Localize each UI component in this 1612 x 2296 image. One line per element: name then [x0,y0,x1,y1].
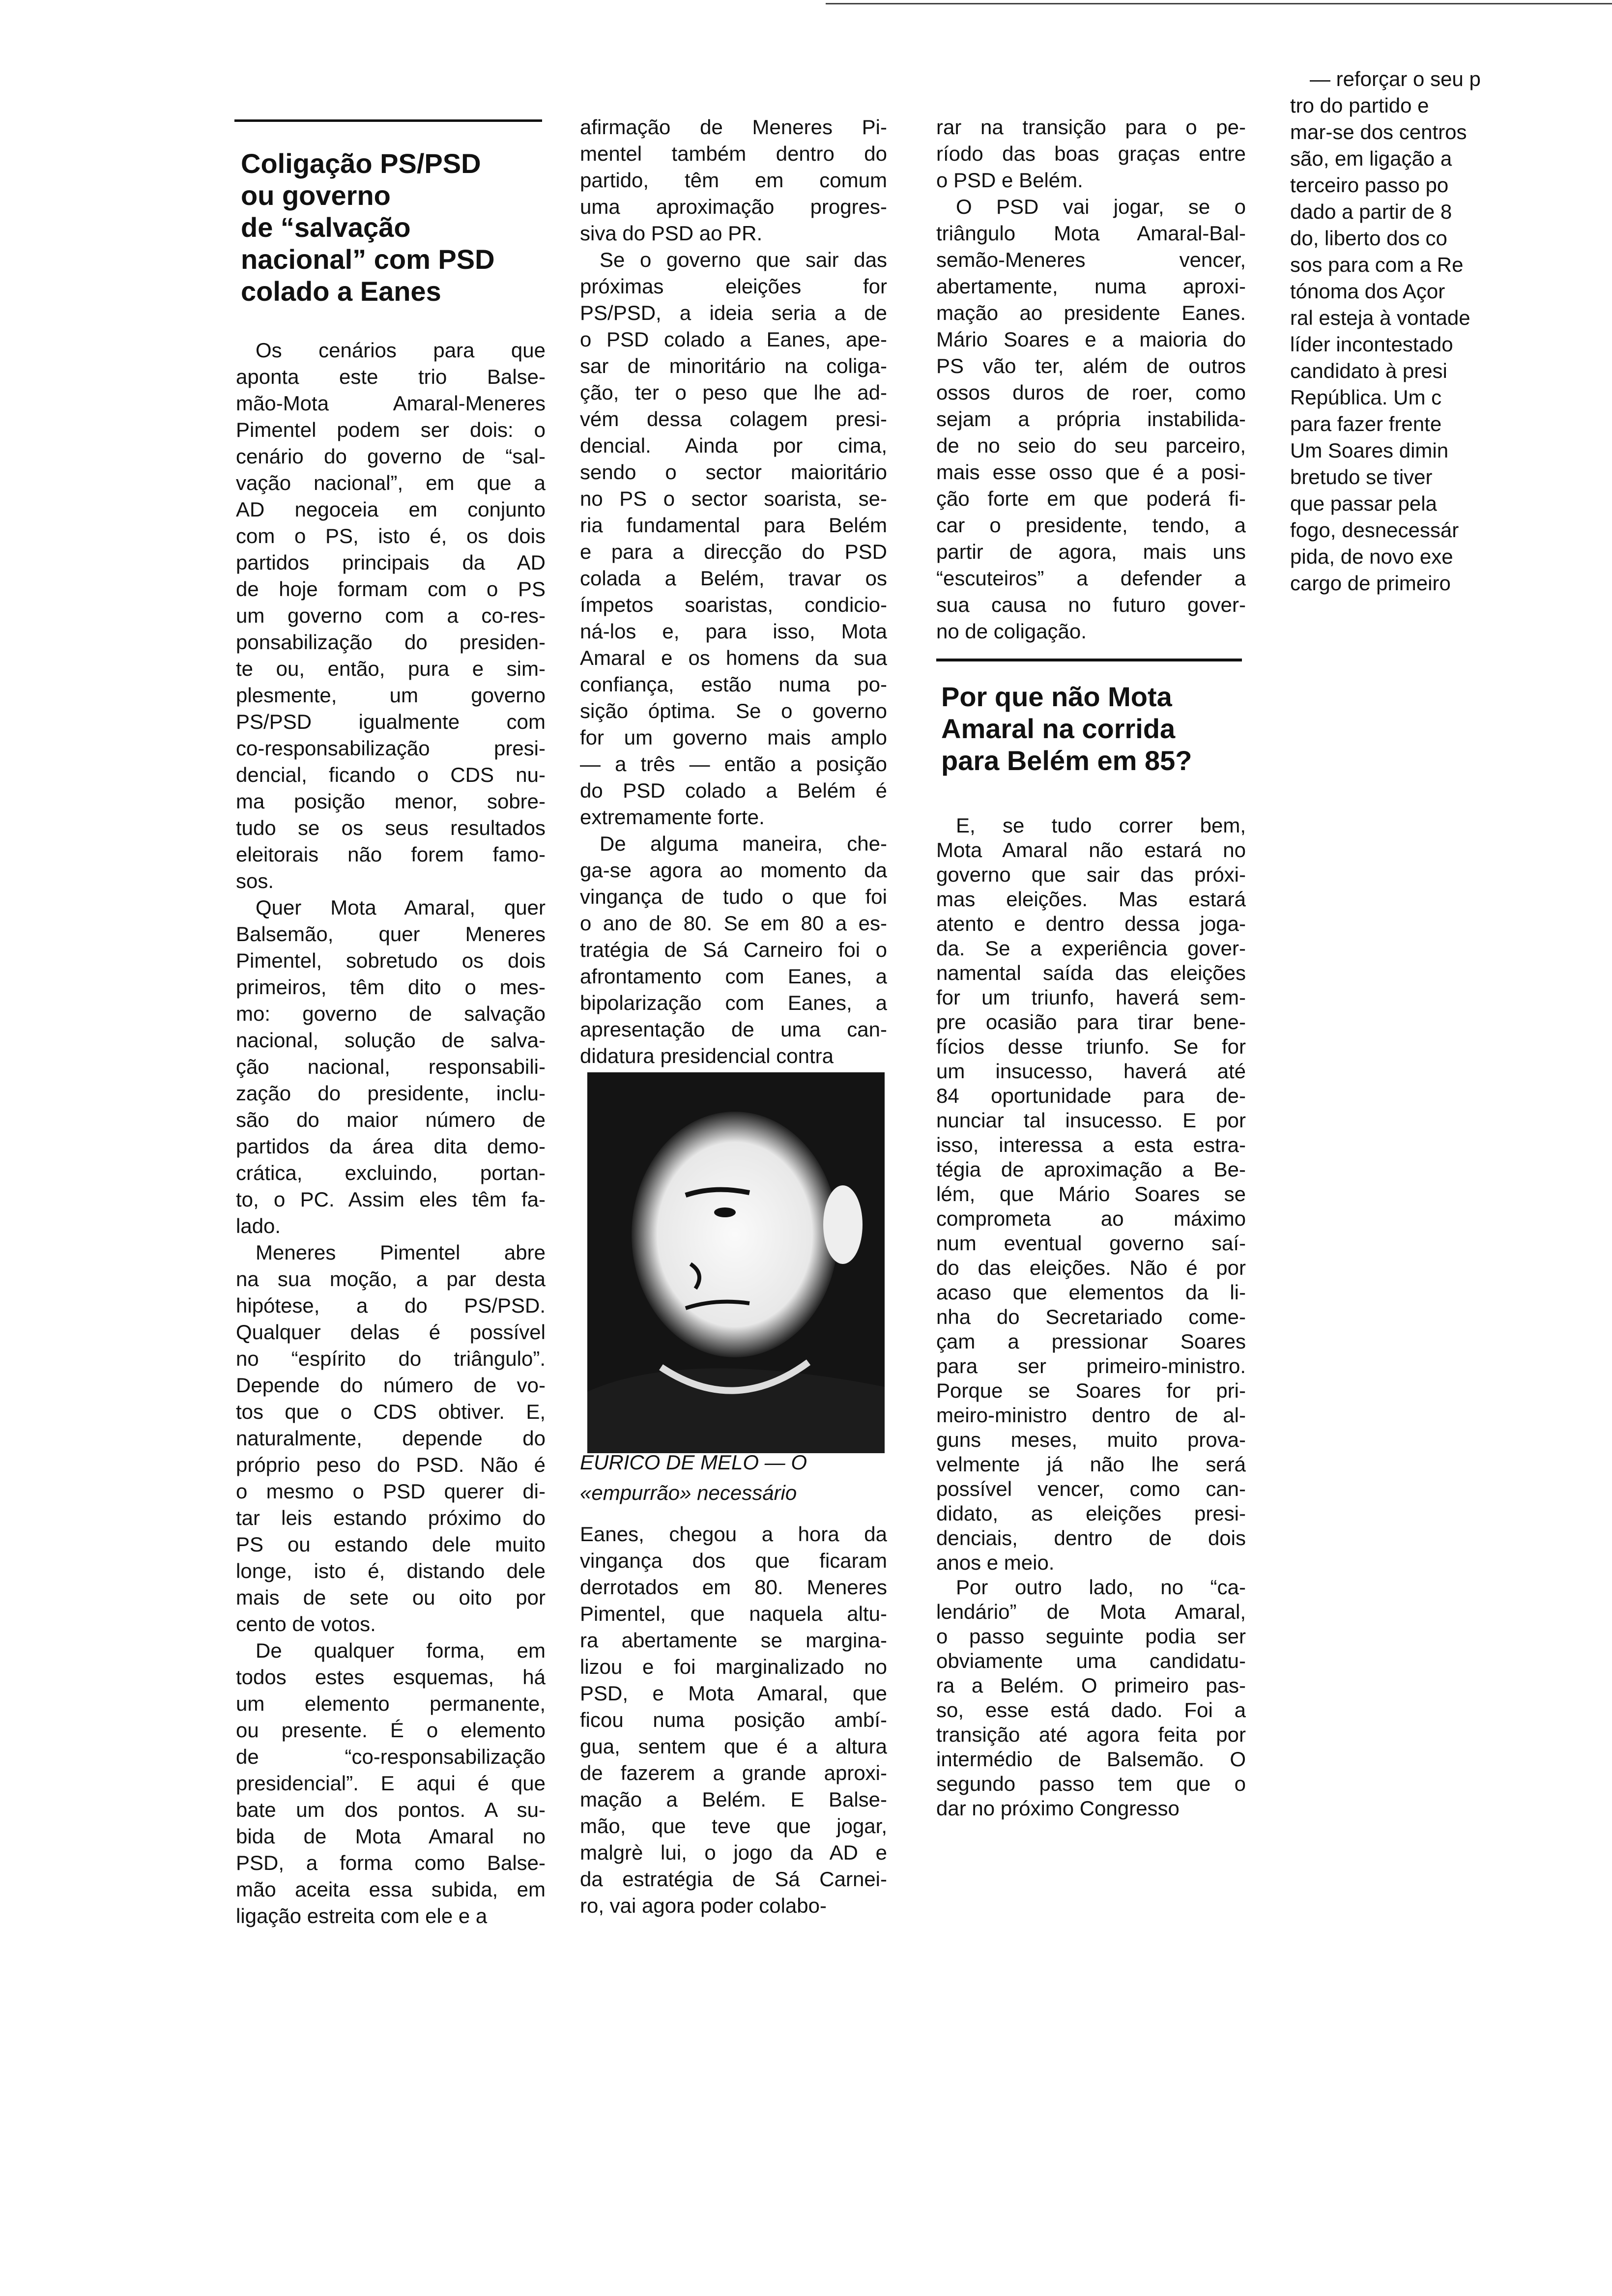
text-line: vém dessa colagem presi- [580,407,887,430]
text-line: ma posição menor, sobre- [236,790,546,813]
text-line: rar na transição para o pe- [936,115,1246,139]
text-line: bida de Mota Amaral no [236,1825,546,1848]
text-line: uma aproximação progres- [580,195,887,218]
scan-edge-line [826,3,1612,4]
text-line: de fazerem a grande aproxi- [580,1761,887,1784]
text-line: partido, têm em comum [580,169,887,192]
text-line: no de coligação. [936,620,1087,643]
portrait-photo [587,1072,885,1453]
text-line: afirmação de Meneres Pi- [580,115,887,139]
text-line: gua, sentem que é a altura [580,1735,887,1758]
text-line: ossos duros de roer, como [936,381,1246,404]
text-line: guns meses, muito prova- [936,1428,1246,1451]
text-line: longe, isto é, distando dele [236,1559,546,1582]
text-line: abertamente, numa aproxi- [936,275,1246,298]
text-line: tro do partido e [1290,94,1429,117]
text-line: na sua moção, a par desta [236,1267,546,1291]
text-line: com o PS, isto é, os dois [236,524,546,547]
text-line: car o presidente, tendo, a [936,514,1246,537]
text-line: partidos principais da AD [236,551,546,574]
text-line: confiança, estão numa po- [580,673,887,696]
text-line: primeiros, têm dito o mes- [236,976,546,999]
text-line: zação do presidente, inclu- [236,1082,546,1105]
text-line: isso, interessa a esta estra- [936,1133,1246,1156]
text-line: semão-Meneres vencer, [936,248,1246,271]
text-line: obviamente uma candidatu- [936,1649,1246,1672]
text-line: intermédio de Balsemão. O [936,1748,1246,1771]
text-line: colada a Belém, travar os [580,567,887,590]
text-line: do, liberto dos co [1290,227,1447,250]
text-line: sos para com a Re [1290,253,1464,276]
text-line: namental saída das eleições [936,961,1246,984]
text-line: Por outro lado, no “ca- [956,1576,1246,1599]
text-line: dado a partir de 8 [1290,200,1452,223]
text-line: Quer Mota Amaral, quer [256,896,546,919]
text-line: co-responsabilização presi- [236,737,546,760]
text-line: fogo, desnecessár [1290,518,1459,542]
text-line: pida, de novo exe [1290,545,1453,568]
text-line: for um triunfo, haverá sem- [936,986,1246,1009]
heading-line: Por que não Mota [941,681,1172,712]
text-line: velmente já não lhe será [936,1453,1246,1476]
text-line: acaso que elementos da li- [936,1281,1246,1304]
text-line: pre ocasião para tirar bene- [936,1010,1246,1033]
text-line: PS/PSD igualmente com [236,710,546,733]
text-line: sição óptima. Se o governo [580,699,887,722]
text-line: sua causa no futuro gover- [936,593,1246,616]
text-line: PSD, a forma como Balse- [236,1851,546,1874]
text-line: um insucesso, haverá até [936,1060,1246,1083]
text-line: possível vencer, como can- [936,1477,1246,1500]
column-3-body-top [936,114,1246,645]
text-line: mão aceita essa subida, em [236,1878,546,1901]
text-line: vingança dos que ficaram [580,1549,887,1572]
text-line: PS vão ter, além de outros [936,354,1246,377]
column-4-body-cropped [1290,66,1511,606]
text-line: vingança de tudo o que foi [580,885,887,908]
text-line: terceiro passo po [1290,173,1449,197]
heading-line: Coligação PS/PSD [241,148,481,179]
photo-caption [580,1447,887,1508]
text-line: comprometa ao máximo [936,1207,1246,1230]
text-line: AD negoceia em conjunto [236,498,546,521]
text-line: aponta este trio Balse- [236,365,546,388]
heading-line: ou governo [241,180,391,211]
text-line: Qualquer delas é possível [236,1320,546,1344]
text-line: candidato à presi [1290,359,1447,382]
text-line: mão, que teve que jogar, [580,1814,887,1837]
text-line: mais de sete ou oito por [236,1586,546,1609]
text-line: eleitorais não forem famo- [236,843,546,866]
text-line: atento e dentro dessa joga- [936,912,1246,935]
text-line: o passo seguinte podia ser [936,1625,1246,1648]
text-line: líder incontestado [1290,333,1453,356]
text-line: cargo de primeiro [1290,572,1451,595]
text-line: 84 oportunidade para de- [936,1084,1246,1107]
text-line: O PSD vai jogar, se o [956,195,1246,218]
text-line: so, esse está dado. Foi a [936,1698,1246,1722]
text-line: sejam a própria instabilida- [936,407,1246,430]
headline-coligacao [241,147,546,307]
text-line: sendo o sector maioritário [580,460,887,484]
text-line: Se o governo que sair das [600,248,887,271]
text-line: para ser primeiro-ministro. [936,1354,1246,1378]
text-line: sar de minoritário na coliga- [580,354,887,377]
text-line: o ano de 80. Se em 80 a es- [580,912,887,935]
section-rule [936,659,1242,661]
text-line: de “co-responsabilização [236,1745,546,1768]
text-line: da estratégia de Sá Carnei- [580,1867,887,1891]
text-line: meiro-ministro dentro de al- [936,1404,1246,1427]
text-line: bretudo se tiver [1290,465,1433,488]
text-line: cenário do governo de “sal- [236,445,546,468]
text-line: num eventual governo saí- [936,1232,1246,1255]
text-line: da. Se a experiência gover- [936,937,1246,960]
text-line: ríodo das boas graças entre [936,142,1246,165]
text-line: triângulo Mota Amaral-Bal- [936,222,1246,245]
heading-line: Amaral na corrida [941,713,1176,744]
subheading-mota-amaral [941,681,1246,776]
text-line: E, se tudo correr bem, [956,814,1246,837]
text-line: denciais, dentro de dois [936,1526,1246,1550]
text-line: ligação estreita com ele e a [236,1904,488,1927]
text-line: ra abertamente se margina- [580,1629,887,1652]
text-line: vação nacional”, em que a [236,471,546,494]
text-line: mo: governo de salvação [236,1002,546,1025]
text-line: ímpetos soaristas, condicio- [580,593,887,616]
text-line: mação ao presidente Eanes. [936,301,1246,324]
text-line: sos. [236,869,274,892]
text-line: hipótese, a do PS/PSD. [236,1294,546,1317]
text-line: — a três — então a posição [580,752,887,775]
text-line: mar-se dos centros [1290,120,1467,144]
column-2-body-bottom [580,1521,887,1919]
text-line: te ou, então, pura e sim- [236,657,546,680]
text-line: são, em ligação a [1290,147,1452,170]
text-line: tégia de aproximação a Be- [936,1158,1246,1181]
heading-line: para Belém em 85? [941,745,1192,776]
text-line: lendário” de Mota Amaral, [936,1600,1246,1623]
text-line: Pimentel, que naquela altu- [580,1602,887,1625]
text-line: mentel também dentro do [580,142,887,165]
text-line: ria fundamental para Belém [580,514,887,537]
text-line: tar leis estando próximo do [236,1506,546,1529]
text-line: do das eleições. Não é por [936,1256,1246,1279]
column-2-body-top [580,114,887,1069]
text-line: lado. [236,1214,281,1237]
text-line: anos e meio. [936,1551,1055,1574]
text-line: fícios desse triunfo. Se for [936,1035,1246,1058]
text-line: ponsabilização do presiden- [236,631,546,654]
text-line: Amaral e os homens da sua [580,646,887,669]
text-line: Meneres Pimentel abre [256,1241,546,1264]
text-line: PS ou estando dele muito [236,1533,546,1556]
text-line: to, o PC. Assim eles têm fa- [236,1188,546,1211]
text-line: crática, excluindo, portan- [236,1161,546,1184]
text-line: de no seio do seu parceiro, [936,434,1246,457]
text-line: — reforçar o seu p [1310,67,1481,90]
headline-rule [234,119,542,122]
text-line: no “espírito do triângulo”. [236,1347,546,1370]
text-line: “escuteiros” a defender a [936,567,1246,590]
text-line: transição até agora feita por [936,1723,1246,1746]
text-line: Porque se Soares for pri- [936,1379,1246,1402]
text-line: Mário Soares e a maioria do [936,328,1246,351]
text-line: mação a Belém. E Balse- [580,1788,887,1811]
text-line: extremamente forte. [580,805,765,829]
text-line: Pimentel, sobretudo os dois [236,949,546,972]
text-line: dencial. Ainda por cima, [580,434,887,457]
text-line: no PS o sector soarista, se- [580,487,887,510]
text-line: tónoma dos Açor [1290,280,1445,303]
text-line: Um Soares dimin [1290,439,1449,462]
text-line: lém, que Mário Soares se [936,1182,1246,1205]
text-line: ficou numa posição ambí- [580,1708,887,1731]
text-line: lizou e foi marginalizado no [580,1655,887,1678]
text-line: um governo com a co-res- [236,604,546,627]
heading-line: nacional” com PSD [241,244,495,275]
text-line: mais esse osso que é a posi- [936,460,1246,484]
text-line: Balsemão, quer Meneres [236,922,546,946]
text-line: ral esteja à vontade [1290,306,1470,329]
text-line: naturalmente, depende do [236,1427,546,1450]
text-line: mas eleições. Mas estará [936,888,1246,911]
text-line: Pimentel podem ser dois: o [236,418,546,441]
heading-line: colado a Eanes [241,276,441,307]
text-line: ção, ter o peso que lhe ad- [580,381,887,404]
text-line: ro, vai agora poder colabo- [580,1894,827,1917]
text-line: Eanes, chegou a hora da [580,1522,887,1546]
text-line: derrotados em 80. Meneres [580,1576,887,1599]
text-line: mão-Mota Amaral-Meneres [236,392,546,415]
text-line: malgrè lui, o jogo da AD e [580,1841,887,1864]
text-line: ção nacional, responsabili- [236,1055,546,1078]
text-line: República. Um c [1290,386,1442,409]
text-line: de hoje formam com o PS [236,577,546,601]
text-line: o PSD colado a Eanes, ape- [580,328,887,351]
text-line: De qualquer forma, em [256,1639,546,1662]
column-3-body [936,813,1246,1821]
text-line: tratégia de Sá Carneiro foi o [580,938,887,961]
text-line: çam a pressionar Soares [936,1330,1246,1353]
text-line: ou presente. É o elemento [236,1719,546,1742]
text-line: um elemento permanente, [236,1692,546,1715]
text-line: para fazer frente [1290,412,1442,435]
text-line: afrontamento com Eanes, a [580,965,887,988]
text-line: nha do Secretariado come- [936,1305,1246,1328]
text-line: bate um dos pontos. A su- [236,1798,546,1821]
text-line: o PSD e Belém. [936,169,1083,192]
text-line: De alguma maneira, che- [600,832,887,855]
text-line: cento de votos. [236,1612,376,1636]
text-line: PS/PSD, a ideia seria a de [580,301,887,324]
text-line: ná-los e, para isso, Mota [580,620,887,643]
text-line: Os cenários para que [256,339,546,362]
text-line: dar no próximo Congresso [936,1797,1180,1820]
caption-line: «empurrão» necessário [580,1481,797,1504]
text-line: bipolarização com Eanes, a [580,991,887,1014]
text-line: Mota Amaral não estará no [936,838,1246,861]
text-line: siva do PSD ao PR. [580,222,763,245]
text-line: nacional, solução de salva- [236,1029,546,1052]
text-line: tos que o CDS obtiver. E, [236,1400,546,1423]
heading-line: de “salvação [241,212,411,243]
portrait-image [587,1072,885,1453]
text-line: ra a Belém. O primeiro pas- [936,1674,1246,1697]
column-1-body [236,337,546,1929]
text-line: e para a direcção do PSD [580,540,887,563]
text-line: segundo passo tem que o [936,1772,1246,1795]
text-line: todos estes esquemas, há [236,1665,546,1689]
text-line: Depende do número de vo- [236,1374,546,1397]
text-line: dencial, ficando o CDS nu- [236,763,546,786]
text-line: apresentação de uma can- [580,1018,887,1041]
text-line: didato, as eleições presi- [936,1502,1246,1525]
text-line: do PSD colado a Belém é [580,779,887,802]
text-line: partidos da área dita demo- [236,1135,546,1158]
text-line: PSD, e Mota Amaral, que [580,1682,887,1705]
text-line: governo que sair das próxi- [936,863,1246,886]
text-line: for um governo mais amplo [580,726,887,749]
caption-line: EURICO DE MELO — O [580,1451,807,1474]
text-line: nunciar tal insucesso. E por [936,1109,1246,1132]
text-line: partir de agora, mais uns [936,540,1246,563]
text-line: plesmente, um governo [236,684,546,707]
text-line: presidencial”. E aqui é que [236,1772,546,1795]
text-line: que passar pela [1290,492,1437,515]
text-line: próprio peso do PSD. Não é [236,1453,546,1476]
text-line: próximas eleições for [580,275,887,298]
text-line: são do maior número de [236,1108,546,1131]
text-line: tudo se os seus resultados [236,816,546,839]
text-line: didatura presidencial contra [580,1044,834,1067]
text-line: ga-se agora ao momento da [580,859,887,882]
text-line: o mesmo o PSD querer di- [236,1480,546,1503]
text-line: ção forte em que poderá fi- [936,487,1246,510]
